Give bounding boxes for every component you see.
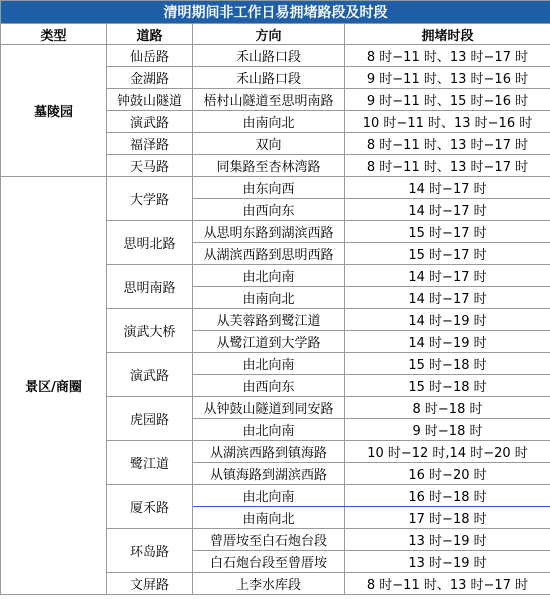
direction-cell: 从思明东路到湖滨西路 bbox=[193, 221, 345, 243]
direction-cell: 由南向北 bbox=[193, 287, 345, 309]
direction-cell: 从镇海路到湖滨西路 bbox=[193, 463, 345, 485]
direction-cell: 曾厝垵至白石炮台段 bbox=[193, 529, 345, 551]
road-cell: 大学路 bbox=[107, 177, 193, 221]
direction-cell: 从钟鼓山隧道到同安路 bbox=[193, 397, 345, 419]
road-cell: 天马路 bbox=[107, 155, 193, 177]
time-cell: 15 时−18 时 bbox=[345, 353, 550, 375]
time-cell: 10 时−12 时,14 时−20 时 bbox=[345, 441, 550, 463]
direction-cell: 从芙蓉路到鹭江道 bbox=[193, 309, 345, 331]
direction-cell: 梧村山隧道至思明南路 bbox=[193, 89, 345, 111]
time-cell: 13 时−19 时 bbox=[345, 551, 550, 573]
category-cell: 景区/商圈 bbox=[1, 177, 107, 595]
direction-cell: 由南向北 bbox=[193, 111, 345, 133]
direction-cell: 同集路至杏林湾路 bbox=[193, 155, 345, 177]
direction-cell: 双向 bbox=[193, 133, 345, 155]
direction-cell: 从湖滨西路到思明西路 bbox=[193, 243, 345, 265]
road-cell: 演武路 bbox=[107, 353, 193, 397]
table-row bbox=[1, 177, 550, 199]
table-row bbox=[1, 45, 550, 67]
road-cell: 演武路 bbox=[107, 111, 193, 133]
time-cell: 9 时−11 时、13 时−16 时 bbox=[345, 67, 550, 89]
road-cell: 厦禾路 bbox=[107, 485, 193, 529]
time-cell: 8 时−11 时、13 时−17 时 bbox=[345, 45, 550, 67]
road-cell: 演武大桥 bbox=[107, 309, 193, 353]
table-title: 清明期间非工作日易拥堵路段及时段 bbox=[1, 1, 550, 24]
road-cell: 环岛路 bbox=[107, 529, 193, 573]
road-cell: 金湖路 bbox=[107, 67, 193, 89]
time-cell: 9 时−11 时、15 时−16 时 bbox=[345, 89, 550, 111]
road-cell: 鹭江道 bbox=[107, 441, 193, 485]
direction-cell: 白石炮台段至曾厝垵 bbox=[193, 551, 345, 573]
category-cell: 墓陵园 bbox=[1, 45, 107, 177]
time-cell: 9 时−18 时 bbox=[345, 419, 550, 441]
time-cell: 8 时−11 时、13 时−17 时 bbox=[345, 573, 550, 595]
road-cell: 福泽路 bbox=[107, 133, 193, 155]
road-cell: 思明南路 bbox=[107, 265, 193, 309]
header-row bbox=[1, 24, 550, 45]
header-time: 拥堵时段 bbox=[345, 24, 550, 45]
time-cell: 14 时−17 时 bbox=[345, 177, 550, 199]
direction-cell: 由南向北 bbox=[193, 507, 345, 529]
time-cell: 14 时−17 时 bbox=[345, 199, 550, 221]
direction-cell: 由北向南 bbox=[193, 353, 345, 375]
direction-cell: 禾山路口段 bbox=[193, 45, 345, 67]
time-cell: 14 时−19 时 bbox=[345, 309, 550, 331]
time-cell: 8 时−18 时 bbox=[345, 397, 550, 419]
time-cell: 16 时−20 时 bbox=[345, 463, 550, 485]
time-cell: 8 时−11 时、13 时−17 时 bbox=[345, 133, 550, 155]
time-cell: 8 时−11 时、13 时−17 时 bbox=[345, 155, 550, 177]
time-cell: 14 时−17 时 bbox=[345, 265, 550, 287]
time-cell: 17 时−18 时 bbox=[345, 507, 550, 529]
header-direction: 方向 bbox=[193, 24, 345, 45]
time-cell: 16 时−18 时 bbox=[345, 485, 550, 507]
direction-cell: 由北向南 bbox=[193, 485, 345, 507]
direction-cell: 由东向西 bbox=[193, 177, 345, 199]
direction-cell: 从鹭江道到大学路 bbox=[193, 331, 345, 353]
direction-cell: 由北向南 bbox=[193, 265, 345, 287]
road-cell: 文屏路 bbox=[107, 573, 193, 595]
header-type: 类型 bbox=[1, 24, 107, 45]
time-cell: 15 时−17 时 bbox=[345, 243, 550, 265]
time-cell: 13 时−19 时 bbox=[345, 529, 550, 551]
road-cell: 虎园路 bbox=[107, 397, 193, 441]
direction-cell: 上李水库段 bbox=[193, 573, 345, 595]
direction-cell: 由北向南 bbox=[193, 419, 345, 441]
time-cell: 14 时−19 时 bbox=[345, 331, 550, 353]
time-cell: 15 时−17 时 bbox=[345, 221, 550, 243]
road-cell: 仙岳路 bbox=[107, 45, 193, 67]
direction-cell: 由西向东 bbox=[193, 375, 345, 397]
direction-cell: 由西向东 bbox=[193, 199, 345, 221]
header-road: 道路 bbox=[107, 24, 193, 45]
time-cell: 14 时−17 时 bbox=[345, 287, 550, 309]
direction-cell: 从湖滨西路到镇海路 bbox=[193, 441, 345, 463]
road-cell: 思明北路 bbox=[107, 221, 193, 265]
time-cell: 10 时−11 时、13 时−16 时 bbox=[345, 111, 550, 133]
table-body bbox=[1, 45, 550, 595]
direction-cell: 禾山路口段 bbox=[193, 67, 345, 89]
time-cell: 15 时−18 时 bbox=[345, 375, 550, 397]
road-cell: 钟鼓山隧道 bbox=[107, 89, 193, 111]
